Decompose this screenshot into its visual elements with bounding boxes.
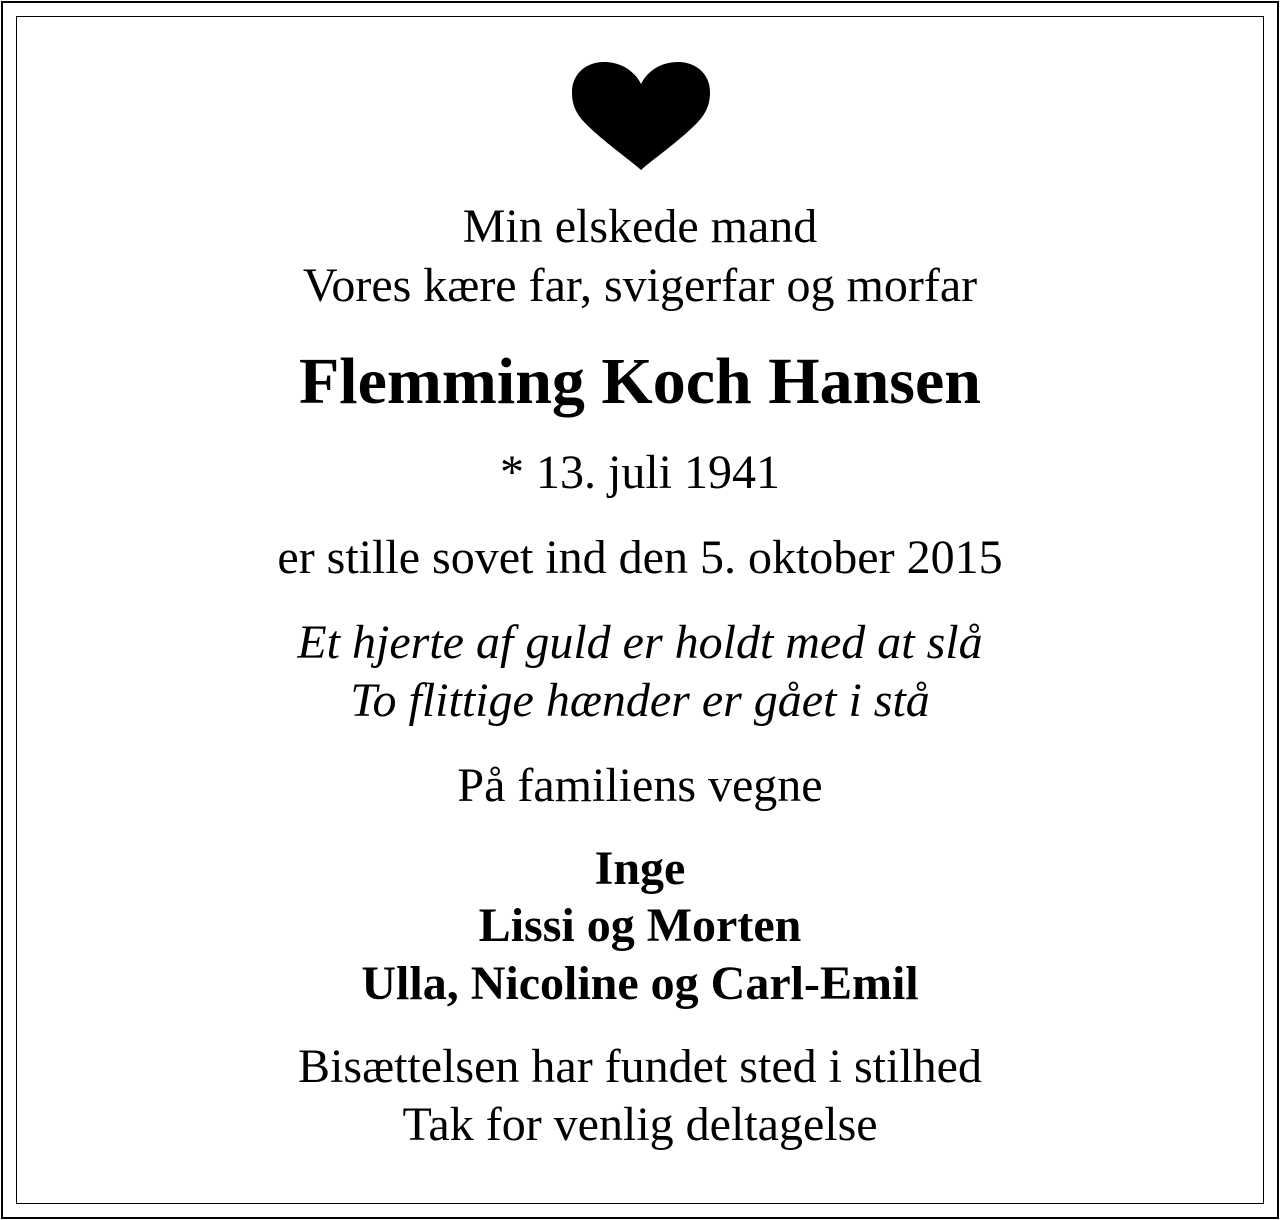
death-notice: er stille sovet ind den 5. oktober 2015	[277, 531, 1003, 584]
inner-border	[16, 16, 1264, 1204]
family-name: Ulla, Nicoline og Carl-Emil	[361, 957, 919, 1010]
closing-line-2: Tak for venlig deltagelse	[402, 1098, 878, 1151]
birth-date: * 13. juli 1941	[499, 446, 780, 499]
intro-line-2: Vores kære far, svigerfar og morfar	[302, 259, 978, 312]
family-name: Lissi og Morten	[478, 899, 802, 952]
verse-line-1: Et hjerte af guld er holdt med at slå	[297, 616, 983, 669]
closing-line-1: Bisættelsen har fundet sted i stilhed	[298, 1040, 982, 1093]
family-intro: På familiens vegne	[457, 759, 823, 812]
intro-line-1: Min elskede mand	[462, 200, 818, 253]
heart-icon	[572, 62, 710, 170]
family-name: Inge	[594, 842, 686, 895]
deceased-name: Flemming Koch Hansen	[298, 345, 981, 418]
verse-line-2: To flittige hænder er gået i stå	[350, 674, 930, 727]
